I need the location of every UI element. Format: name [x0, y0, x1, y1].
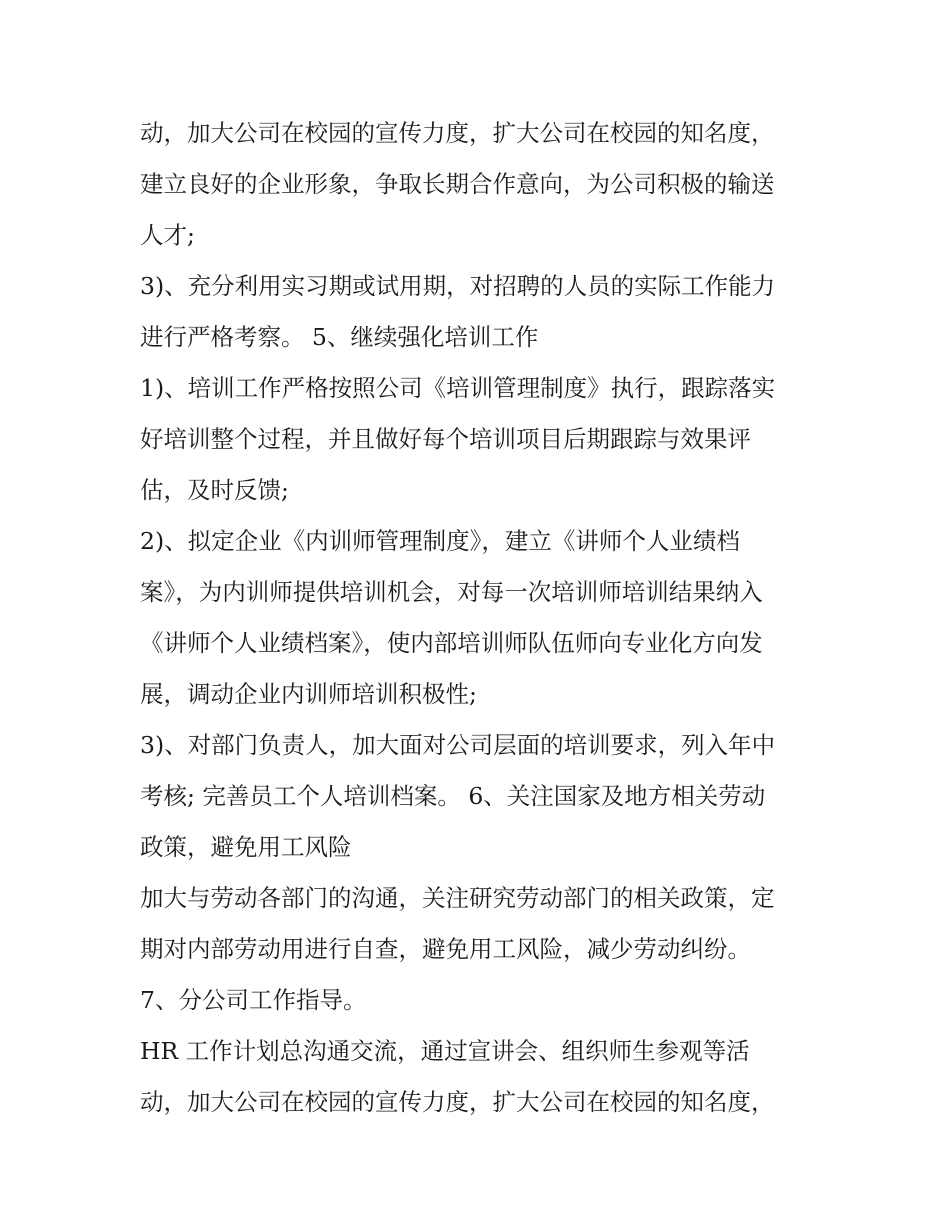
text-line: 进行严格考察。 5、继续强化培训工作: [140, 323, 539, 351]
document-body: [140, 108, 830, 1128]
text-line: 考核; 完善员工个人培训档案。 6、关注国家及地方相关劳动: [140, 782, 766, 810]
text-line: 政策，避免用工风险: [140, 833, 352, 861]
text-line: 动，加大公司在校园的宣传力度，扩大公司在校园的知名度，: [140, 1088, 775, 1116]
text-line: 案》，为内训师提供培训机会，对每一次培训师培训结果纳入: [140, 578, 763, 606]
text-line: 期对内部劳动用进行自查，避免用工风险，减少劳动纠纷。: [140, 935, 751, 963]
text-line: 3)、充分利用实习期或试用期，对招聘的人员的实际工作能力: [140, 272, 776, 300]
text-line: 好培训整个过程，并且做好每个培训项目后期跟踪与效果评: [140, 425, 751, 453]
text-line: 3)、对部门负责人，加大面对公司层面的培训要求，列入年中: [140, 731, 776, 759]
text-line: 2)、拟定企业《内训师管理制度》，建立《讲师个人业绩档: [140, 527, 740, 555]
text-line: HR 工作计划总沟通交流，通过宣讲会、组织师生参观等活: [140, 1037, 750, 1065]
text-line: 估，及时反馈;: [140, 476, 289, 504]
text-line: 《讲师个人业绩档案》，使内部培训师队伍师向专业化方向发: [140, 629, 763, 657]
text-line: 1)、培训工作严格按照公司《培训管理制度》执行，跟踪落实: [140, 374, 776, 402]
text-line: 建立良好的企业形象，争取长期合作意向，为公司积极的输送: [140, 170, 775, 198]
text-line: 加大与劳动各部门的沟通，关注研究劳动部门的相关政策，定: [140, 884, 775, 912]
text-line: 动，加大公司在校园的宣传力度，扩大公司在校园的知名度，: [140, 119, 775, 147]
text-line: 7、分公司工作指导。: [140, 986, 367, 1014]
text-line: 人才;: [140, 221, 195, 249]
text-line: 展，调动企业内训师培训积极性;: [140, 680, 477, 708]
